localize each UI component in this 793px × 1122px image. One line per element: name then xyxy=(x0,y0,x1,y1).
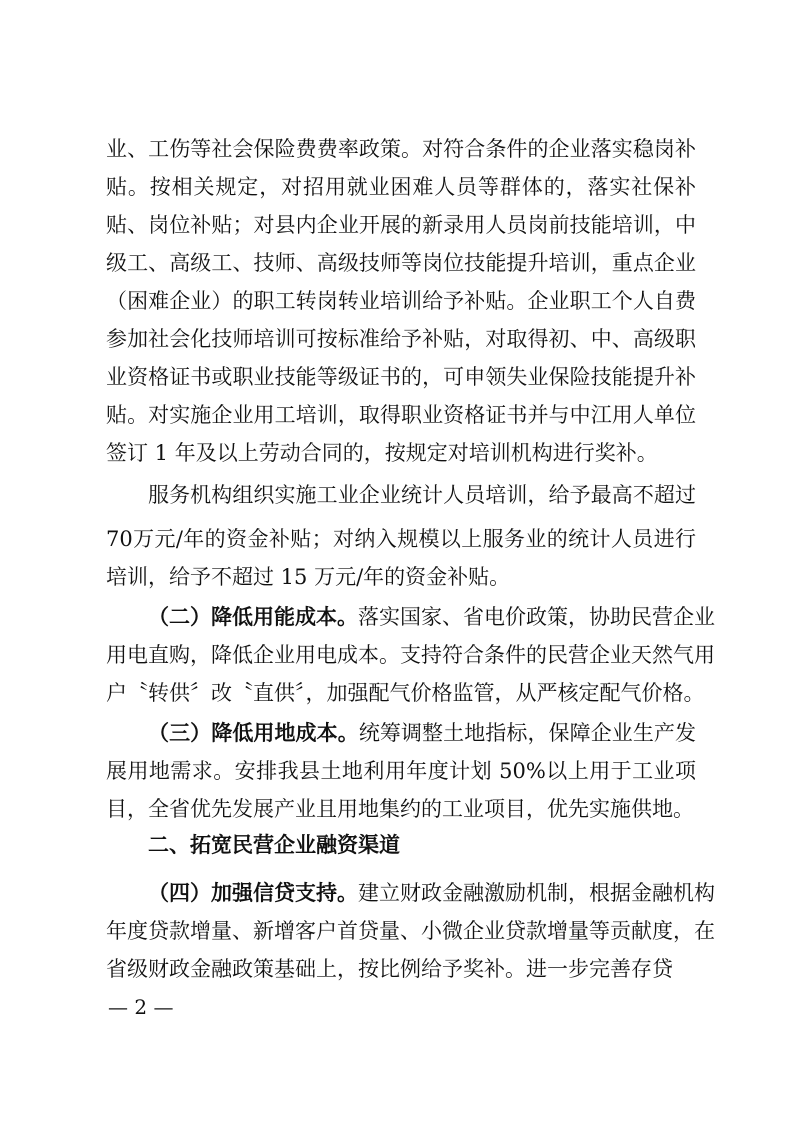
paragraph-social-insurance xyxy=(106,130,696,472)
section-title-financing: 二、拓宽民营企业融资渠道 xyxy=(148,833,400,857)
text-line: 展用地需求。安排我县土地利用年度计划 50%以上用于工业项 xyxy=(106,759,696,783)
text-segment: 落实国家、省电价政策，协助民营企业 xyxy=(358,605,715,629)
text-line: 户〝转供〞改〝直供〞，加强配气价格监管，从严核定配气价格。 xyxy=(106,681,705,705)
text-line xyxy=(106,598,715,636)
text-line xyxy=(106,714,696,752)
text-line: 年度贷款增量、新增客户首贷量、小微企业贷款增量等贡献度，在 xyxy=(106,919,715,943)
text-segment: 建立财政金融激励机制，根据金融机构 xyxy=(358,881,715,905)
text-line: 省级财政金融政策基础上，按比例给予奖补。进一步完善存贷 xyxy=(106,957,673,981)
text-line: 服务机构组织实施工业企业统计人员培训，给予最高不超过 xyxy=(148,483,696,507)
text-line: 贴。按相关规定，对招用就业困难人员等群体的，落实社保补 xyxy=(106,175,696,199)
section-heading-credit: （四）加强信贷支持。 xyxy=(148,881,358,905)
text-line: 签订 1 年及以上劳动合同的，按规定对培训机构进行奖补。 xyxy=(106,441,658,465)
text-line xyxy=(106,874,715,912)
text-line: 用电直购，降低企业用电成本。支持符合条件的民营企业天然气用 xyxy=(106,643,715,667)
text-line: 70万元/年的资金补贴；对纳入规模以上服务业的统计人员进行 xyxy=(106,527,696,551)
text-line: 业、工伤等社会保险费费率政策。对符合条件的企业落实稳岗补 xyxy=(106,137,696,161)
text-line: 目，全省优先发展产业且用地集约的工业项目，优先实施供地。 xyxy=(106,797,694,821)
text-line: 培训，给予不超过 15 万元/年的资金补贴。 xyxy=(106,565,511,589)
page-number: — 2 — xyxy=(108,995,174,1019)
section-heading-energy: （二）降低用能成本。 xyxy=(148,605,358,629)
text-segment: 统筹调整土地指标，保障企业生产发 xyxy=(358,721,697,745)
text-line: 业资格证书或职业技能等级证书的，可申领失业保险技能提升补 xyxy=(106,365,696,389)
paragraph-energy-cost xyxy=(106,598,715,712)
text-line: （困难企业）的职工转岗转业培训给予补贴。企业职工个人自费 xyxy=(106,289,696,313)
paragraph-credit-support xyxy=(106,874,715,988)
paragraph-statistics-training xyxy=(106,476,696,596)
section-heading-land: （三）降低用地成本。 xyxy=(148,721,359,745)
text-line: 参加社会化技师培训可按标准给予补贴，对取得初、中、高级职 xyxy=(106,327,696,351)
paragraph-land-cost xyxy=(106,714,696,828)
text-line: 贴。对实施企业用工培训，取得职业资格证书并与中江用人单位 xyxy=(106,403,696,427)
text-line: 贴、岗位补贴；对县内企业开展的新录用人员岗前技能培训，中 xyxy=(106,213,696,237)
text-line: 级工、高级工、技师、高级技师等岗位技能提升培训，重点企业 xyxy=(106,251,696,275)
